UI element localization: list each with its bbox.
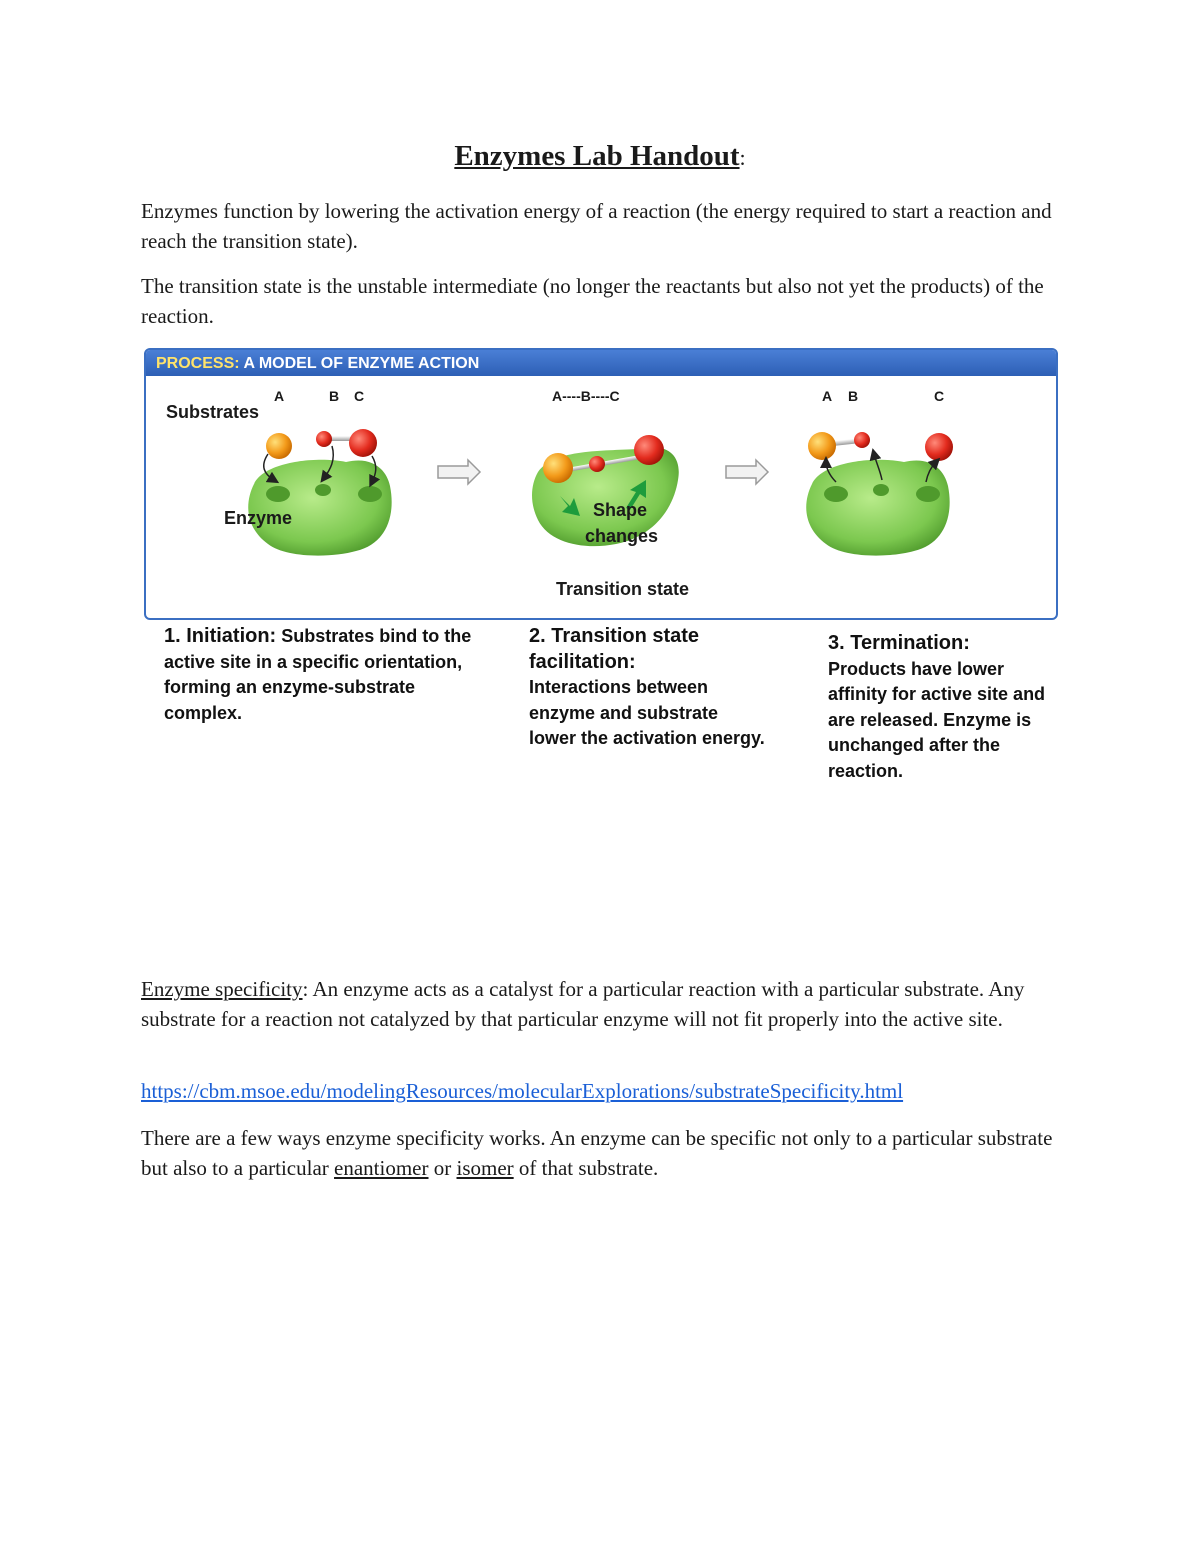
arrow-1-icon xyxy=(438,460,480,484)
step-1-heading: 1. Initiation: xyxy=(164,625,277,647)
enantiomer-text-start: There are a few ways enzyme specificity works. An enzyme can be specific not only to a particular substrate but also to a particular xyxy=(141,1126,1053,1180)
label-b: B xyxy=(329,388,340,404)
label-enzyme: Enzyme xyxy=(224,508,293,528)
step-1-body: Substrates bind to the active site in a specific orientation, forming an enzyme-substrate complex. xyxy=(164,626,472,723)
figure-header-label: PROCESS: xyxy=(156,355,240,372)
intro-paragraph-2: The transition state is the unstable intermediate (no longer the reactants but also not yet the products) of the reaction. xyxy=(141,274,1044,328)
enzyme-panel-1 xyxy=(248,429,391,556)
label-b-products: B xyxy=(848,388,859,404)
isomer-term: isomer xyxy=(456,1156,514,1180)
substrate-b xyxy=(316,431,332,447)
or-text: or xyxy=(428,1156,457,1180)
substrate-c xyxy=(349,429,377,457)
enantiomer-term: enantiomer xyxy=(334,1156,429,1180)
figure-header xyxy=(146,350,1056,376)
ts-substrate-b xyxy=(589,456,605,472)
label-substrates: Substrates xyxy=(166,402,260,422)
substrate-specificity-link[interactable]: https://cbm.msoe.edu/modelingResources/molecularExplorations/substrateSpecificity.html xyxy=(141,1079,904,1103)
product-a xyxy=(808,432,836,460)
label-shape: Shape xyxy=(593,500,648,520)
enzyme-panel-3 xyxy=(806,432,953,556)
title-colon: : xyxy=(739,145,746,170)
page-title xyxy=(0,140,1200,173)
title-text: Enzymes Lab Handout xyxy=(454,140,740,172)
label-c: C xyxy=(354,388,365,404)
step-2-heading: 2. Transition state facilitation: xyxy=(529,625,700,673)
label-transition-state: Transition state xyxy=(556,579,690,599)
step-transition xyxy=(529,624,769,752)
specificity-paragraph xyxy=(141,974,1061,1034)
substrate-a xyxy=(266,433,292,459)
specificity-definition: : An enzyme acts as a catalyst for a particular reaction with a particular substrate. Any substrate for a reaction not catalyzed by that particular enzyme will not fit properly into the active site. xyxy=(141,977,1025,1031)
step-termination xyxy=(828,631,1058,784)
specificity-term: Enzyme specificity xyxy=(141,977,303,1001)
product-b xyxy=(854,432,870,448)
intro-paragraph-1: Enzymes function by lowering the activation energy of a reaction (the energy required to start a reaction and reach the transition state). xyxy=(141,199,1052,253)
figure-header-title: A MODEL OF ENZYME ACTION xyxy=(243,355,480,372)
product-c xyxy=(925,433,953,461)
ts-substrate-a xyxy=(543,453,573,483)
step-3-body: Products have lower affinity for active site and are released. Enzyme is unchanged after the reaction. xyxy=(828,658,1046,781)
step-initiation xyxy=(164,624,494,726)
step-3-heading: 3. Termination: xyxy=(828,632,970,654)
label-changes: changes xyxy=(585,526,659,546)
label-a-products: A xyxy=(822,388,833,404)
enzyme-model-figure xyxy=(144,348,1058,620)
label-a: A xyxy=(274,388,285,404)
ts-substrate-c xyxy=(634,435,664,465)
link-paragraph xyxy=(141,1076,1061,1106)
enantiomer-text-end: of that substrate. xyxy=(513,1156,659,1180)
arrow-2-icon xyxy=(726,460,768,484)
enantiomer-paragraph xyxy=(141,1123,1061,1183)
label-c-products: C xyxy=(934,388,945,404)
label-abc-bonded: A----B----C xyxy=(552,388,620,404)
step-2-body: Interactions between enzyme and substrate lower the activation energy. xyxy=(529,677,765,748)
